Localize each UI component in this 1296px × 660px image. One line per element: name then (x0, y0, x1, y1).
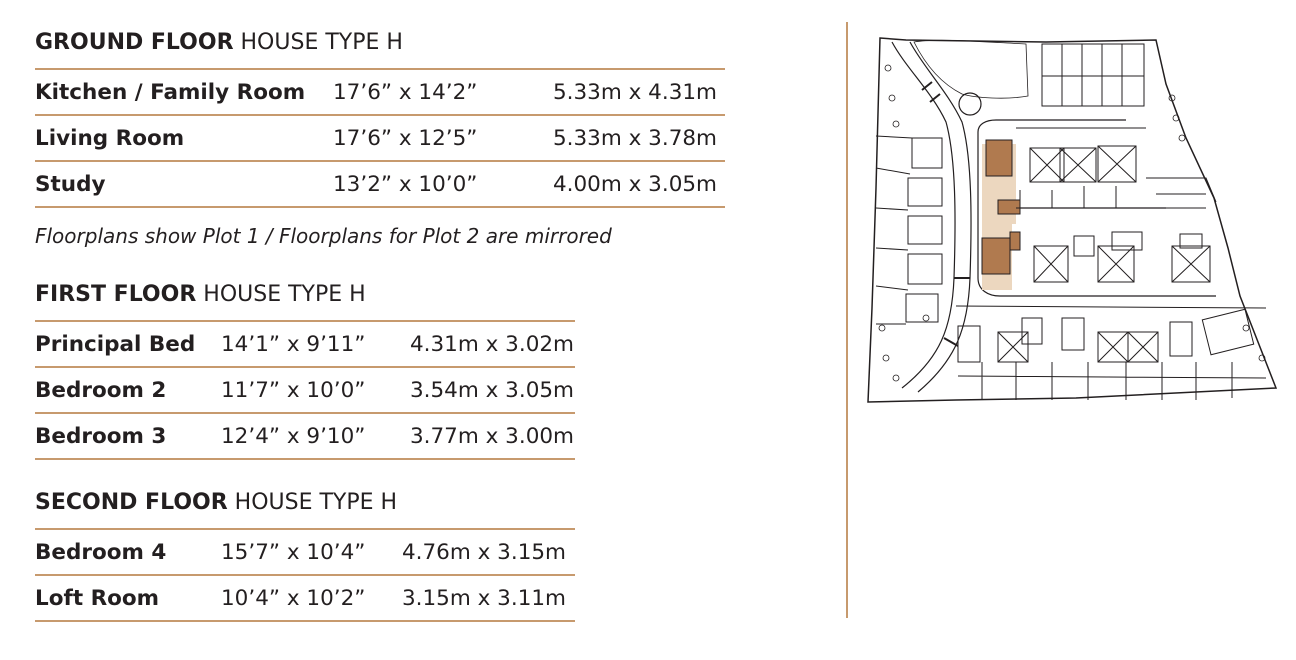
second-floor-section (35, 490, 575, 622)
ground-floor-title-bold: GROUND FLOOR (35, 30, 234, 55)
room-size-metric: 3.54m x 3.05m (409, 377, 574, 403)
table-row (35, 162, 725, 208)
green-area (914, 40, 1028, 98)
second-floor-table (35, 528, 575, 622)
table-row (35, 322, 575, 368)
table-row (35, 414, 575, 460)
left-houses (876, 136, 942, 324)
room-name: Loft Room (35, 585, 160, 611)
room-name: Bedroom 3 (35, 423, 167, 449)
room-size-imperial: 13’2” x 10’0” (333, 171, 478, 197)
room-name: Kitchen / Family Room (35, 79, 306, 105)
first-floor-title (35, 282, 575, 308)
ground-floor-title (35, 30, 725, 56)
first-floor-table (35, 320, 575, 460)
room-size-imperial: 11’7” x 10’0” (221, 377, 366, 403)
highlighted-plots (982, 140, 1020, 290)
room-size-metric: 3.77m x 3.00m (409, 423, 574, 449)
table-row (35, 368, 575, 414)
turning-circle (959, 93, 981, 115)
bottom-houses (956, 306, 1266, 400)
column-divider (846, 22, 848, 618)
ground-floor-table (35, 68, 725, 208)
room-name: Study (35, 171, 106, 197)
second-floor-title-rest: HOUSE TYPE H (234, 490, 398, 515)
room-size-imperial: 17’6” x 14’2” (333, 79, 478, 105)
table-row (35, 116, 725, 162)
room-size-metric: 3.15m x 3.11m (401, 585, 566, 611)
site-boundary (868, 38, 1276, 402)
mirrored-plot-note: Floorplans show Plot 1 / Floorplans for Plot 2 are mirrored (35, 224, 612, 248)
room-size-metric: 4.76m x 3.15m (401, 539, 566, 565)
room-size-metric: 5.33m x 4.31m (552, 79, 717, 105)
first-floor-title-rest: HOUSE TYPE H (203, 282, 366, 307)
room-size-imperial: 17’6” x 12’5” (333, 125, 478, 151)
room-size-imperial: 10’4” x 10’2” (221, 585, 366, 611)
room-size-metric: 5.33m x 3.78m (552, 125, 717, 151)
first-floor-section (35, 282, 575, 460)
room-name: Bedroom 4 (35, 539, 167, 565)
ground-floor-section (35, 30, 725, 208)
room-size-imperial: 15’7” x 10’4” (221, 539, 366, 565)
site-plan (866, 28, 1282, 408)
room-size-metric: 4.31m x 3.02m (409, 331, 574, 357)
room-name: Living Room (35, 125, 185, 151)
access-road (892, 42, 971, 392)
table-row (35, 576, 575, 622)
ground-floor-title-rest: HOUSE TYPE H (240, 30, 403, 55)
central-houses (1016, 128, 1216, 282)
room-name: Principal Bed (35, 331, 196, 357)
first-floor-title-bold: FIRST FLOOR (35, 282, 197, 307)
second-floor-title-bold: SECOND FLOOR (35, 490, 228, 515)
table-row (35, 530, 575, 576)
second-floor-title (35, 490, 575, 516)
top-terrace (1042, 44, 1144, 106)
trees (879, 65, 1265, 381)
room-size-imperial: 14’1” x 9’11” (221, 331, 366, 357)
room-size-imperial: 12’4” x 9’10” (221, 423, 366, 449)
room-name: Bedroom 2 (35, 377, 167, 403)
room-size-metric: 4.00m x 3.05m (552, 171, 717, 197)
table-row (35, 70, 725, 116)
